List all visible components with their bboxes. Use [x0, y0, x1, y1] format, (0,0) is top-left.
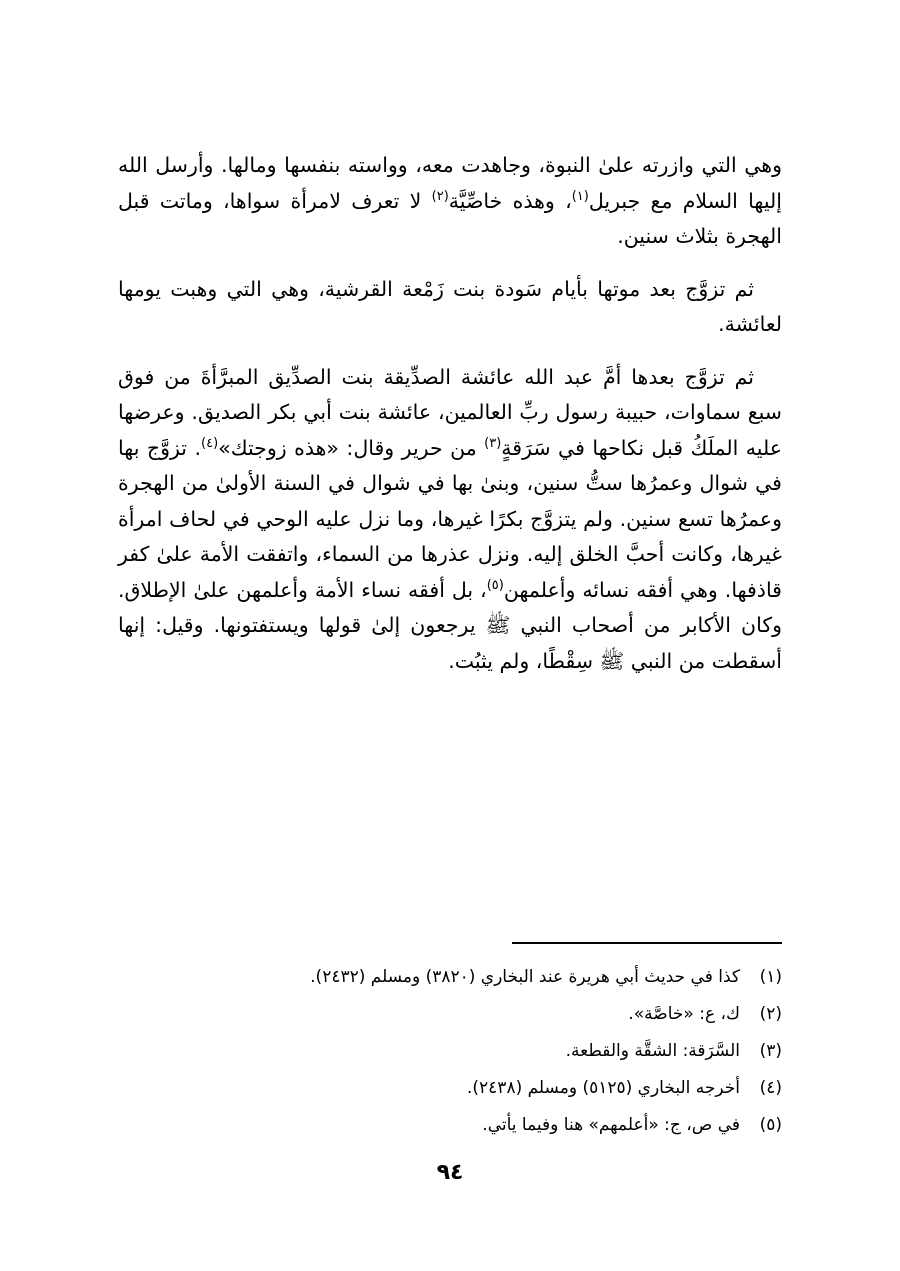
text-run: ثم تزوَّج بعد موتها بأيام سَودة بنت زَمْعة القرشية، وهي التي وهبت يومها لعائشة. [118, 276, 782, 336]
text-run: ، وهذه خاصِّيَّة [448, 188, 572, 213]
footnote-number: (٤) [759, 1077, 782, 1098]
footnote-number: (٢) [759, 1003, 782, 1024]
text-run: من حرير وقال: «هذه زوجتك» [218, 435, 485, 460]
footnote-text: في ص، ج: «أعلمهم» هنا وفيما يأتي. [482, 1114, 740, 1135]
footnote-5 [118, 1106, 782, 1143]
footnote-ref-2[interactable]: (٢) [431, 188, 449, 204]
footnote-number: (١) [759, 966, 782, 987]
footnote-3 [118, 1032, 782, 1069]
paragraph-3 [118, 360, 782, 680]
footnote-text: كذا في حديث أبي هريرة عند البخاري (٣٨٢٠) ومسلم (٢٤٣٢). [310, 966, 740, 987]
footnotes [118, 958, 782, 1143]
footnote-number: (٥) [759, 1114, 782, 1135]
footnote-ref-4[interactable]: (٤) [201, 435, 219, 451]
page-number: ٩٤ [436, 1160, 464, 1185]
text-run: ثم تزوَّج بعدها أمَّ عبد الله عائشة الصدِّيقة بنت الصدِّيق المبرَّأةَ من فوق سبع سماوات، حبيبة رسول ربِّ العالمين، عائشة بنت أبي بكر الصديق. وعرضها عليه الملَكُ قبل نكاحها في سَرَقةٍ [118, 364, 782, 460]
footnote-2 [118, 995, 782, 1032]
text-run: لا تعرف لامرأة سواها، وماتت قبل الهجرة بثلاث سنين. [118, 188, 782, 248]
text-run: ، بل أفقه نساء الأمة وأعلمهن علىٰ الإطلاق. وكان الأكابر من أصحاب النبي ﷺ يرجعون إلىٰ قولها ويستفتونها. وقيل: إنها أسقطت من النبي ﷺ سِقْطًا، ولم يثبُت. [118, 577, 782, 673]
footnote-text: ك، ع: «خاصَّة». [628, 1003, 740, 1024]
footnote-text: أخرجه البخاري (٥١٢٥) ومسلم (٢٤٣٨). [467, 1077, 740, 1098]
footnote-number: (٣) [759, 1040, 782, 1061]
footnote-text: السَّرَقة: الشقَّة والقطعة. [565, 1040, 740, 1061]
text-run: . تزوَّج بها في شوال وعمرُها ستُّ سنين، وبنىٰ بها في شوال في السنة الأولىٰ من الهجرة وعمرُها تسع سنين. ولم يتزوَّج بكرًا غيرها، وما نزل عليه الوحي في لحاف امرأة غيرها، وكانت أحبَّ الخلق إليه. ونزل عذرها من السماء، واتفقت الأمة علىٰ كفر قاذفها. وهي أفقه نسائه وأعلمهن [118, 435, 782, 602]
paragraph-1 [118, 148, 782, 255]
footnote-separator [512, 942, 782, 944]
paragraph-2 [118, 272, 782, 343]
footnote-4 [118, 1069, 782, 1106]
footnote-1 [118, 958, 782, 995]
footnote-ref-5[interactable]: (٥) [486, 577, 504, 593]
text-run: وهي التي وازرته علىٰ النبوة، وجاهدت معه، وواسته بنفسها ومالها. وأرسل الله إليها السلام مع جبريل [118, 153, 782, 213]
footnote-ref-3[interactable]: (٣) [484, 435, 502, 451]
footnote-ref-1[interactable]: (١) [571, 188, 589, 204]
main-text [118, 148, 782, 696]
